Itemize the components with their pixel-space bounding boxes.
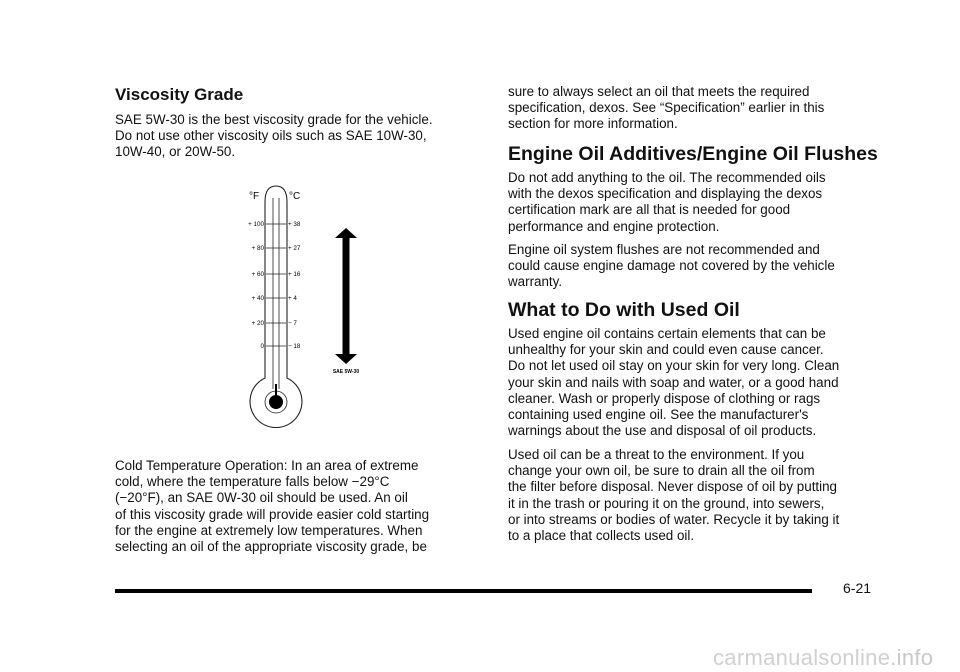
text-line: cold, where the temperature falls below −29°C bbox=[115, 474, 390, 490]
celsius-unit: °C bbox=[289, 191, 301, 202]
c-tick-label: + 4 bbox=[288, 295, 297, 302]
text-line: containing used engine oil. See the manufacturer's bbox=[508, 407, 809, 423]
c-tick-label: − 7 bbox=[288, 320, 297, 327]
text-line: Do not add anything to the oil. The recommended oils bbox=[508, 170, 826, 185]
text-line: or into streams or bodies of water. Recycle it by taking it bbox=[508, 511, 840, 527]
text-line: unhealthy for your skin and could even cause cancer. bbox=[508, 342, 824, 358]
text-line: sure to always select an oil that meets the required bbox=[508, 84, 810, 99]
text-line: 10W-40, or 20W-50. bbox=[115, 144, 236, 160]
text-line: of this viscosity grade will provide easier cold starting bbox=[115, 506, 430, 522]
text-line: change your own oil, be sure to drain all the oil from bbox=[508, 463, 815, 479]
text-line: SAE 5W-30 is the best viscosity grade for the vehicle. bbox=[115, 112, 433, 127]
f-tick-label: + 20 bbox=[251, 320, 264, 327]
text-line: it in the trash or pouring it on the ground, into sewers, bbox=[508, 495, 825, 511]
cold-temperature-paragraph bbox=[115, 458, 475, 555]
text-line: your skin and nails with soap and water, or a good hand bbox=[508, 374, 839, 390]
heading-oil-additives: Engine Oil Additives/Engine Oil Flushes bbox=[508, 143, 878, 165]
used-oil-paragraph-2 bbox=[508, 447, 878, 544]
footer-rule bbox=[115, 589, 812, 593]
text-line: could cause engine damage not covered by the vehicle bbox=[508, 258, 835, 274]
text-line: certification mark are all that is needed for good bbox=[508, 202, 791, 218]
heading-viscosity-grade: Viscosity Grade bbox=[115, 85, 244, 104]
watermark-tld: .info bbox=[890, 645, 934, 670]
text-line: Do not use other viscosity oils such as SAE 10W-30, bbox=[115, 128, 427, 144]
c-tick-label: + 16 bbox=[288, 271, 301, 278]
text-line: Used oil can be a threat to the environment. If you bbox=[508, 447, 805, 462]
watermark bbox=[713, 645, 933, 671]
text-line: section for more information. bbox=[508, 116, 678, 132]
page-number: 6-21 bbox=[843, 580, 872, 596]
fahrenheit-unit: °F bbox=[249, 191, 260, 202]
continuation-paragraph bbox=[508, 84, 878, 133]
additives-paragraph-2 bbox=[508, 242, 878, 291]
additives-paragraph-1 bbox=[508, 170, 878, 235]
range-label: SAE 5W-30 bbox=[332, 369, 360, 375]
text-line: for the engine at extremely low temperatures. When bbox=[115, 522, 423, 538]
text-line: Do not let used oil stay on your skin for very long. Clean bbox=[508, 358, 840, 374]
f-tick-label: 0 bbox=[260, 343, 264, 350]
viscosity-intro-paragraph bbox=[115, 112, 475, 161]
text-line: Used engine oil contains certain elements that can be bbox=[508, 326, 826, 341]
text-line: Cold Temperature Operation: In an area of extreme bbox=[115, 458, 419, 473]
f-tick-label: + 40 bbox=[251, 295, 264, 302]
viscosity-thermometer-figure bbox=[240, 184, 380, 428]
used-oil-paragraph-1 bbox=[508, 326, 878, 439]
text-line: the filter before disposal. Never dispose of oil by putting bbox=[508, 479, 837, 495]
heading-used-oil: What to Do with Used Oil bbox=[508, 299, 740, 321]
text-line: cleaner. Wash or properly dispose of clothing or rags bbox=[508, 390, 821, 406]
c-tick-label: + 38 bbox=[288, 221, 301, 228]
f-tick-label: + 100 bbox=[248, 221, 264, 228]
f-tick-label: + 60 bbox=[251, 271, 264, 278]
f-tick-label: + 80 bbox=[251, 245, 264, 252]
text-line: warnings about the use and disposal of oil products. bbox=[508, 423, 817, 439]
text-line: to a place that collects used oil. bbox=[508, 528, 695, 544]
text-line: Engine oil system flushes are not recommended and bbox=[508, 242, 820, 257]
watermark-site: carmanualsonline bbox=[713, 645, 891, 670]
text-line: selecting an oil of the appropriate viscosity grade, be bbox=[115, 539, 427, 555]
text-line: performance and engine protection. bbox=[508, 218, 720, 234]
text-line: warranty. bbox=[508, 274, 563, 290]
viscosity-range-arrow bbox=[335, 228, 357, 364]
c-tick-label: − 18 bbox=[288, 343, 301, 350]
text-line: (−20°F), an SAE 0W-30 oil should be used. An oil bbox=[115, 490, 408, 506]
text-line: specification, dexos. See “Specification” earlier in this bbox=[508, 100, 825, 116]
c-tick-label: + 27 bbox=[288, 245, 301, 252]
text-line: with the dexos specification and displaying the dexos bbox=[508, 186, 823, 202]
